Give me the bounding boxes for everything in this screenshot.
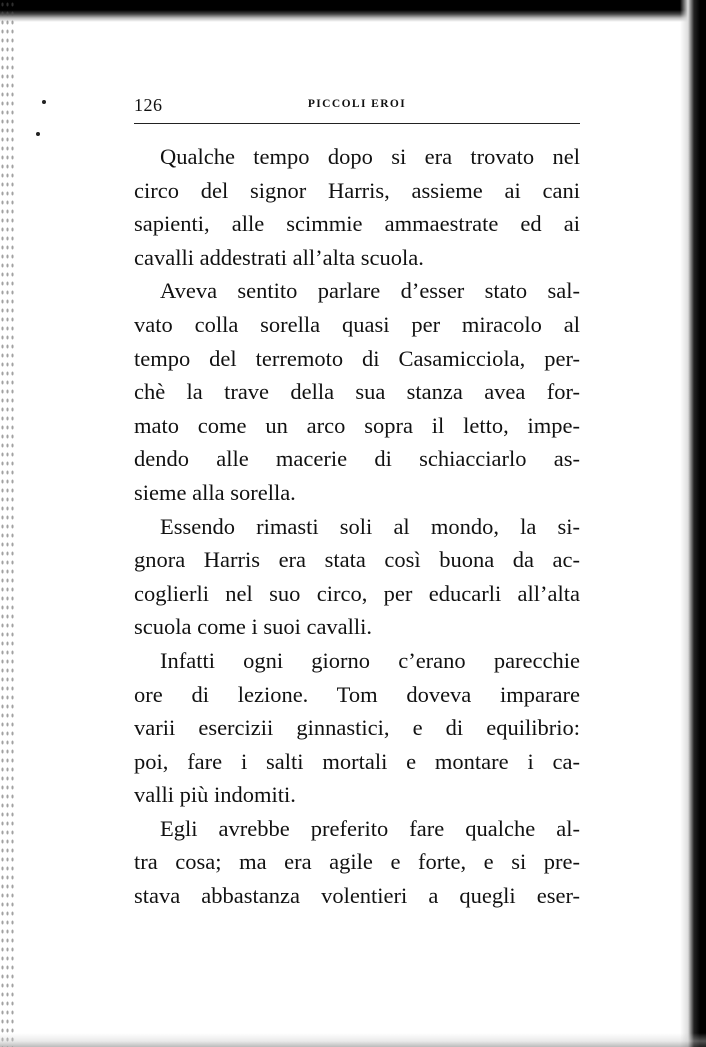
text-line: valli più indomiti. — [134, 782, 296, 808]
page-header — [134, 95, 580, 124]
page-top-shadow — [0, 0, 706, 22]
text-line: poi, fare i salti mortali e montare i ca- — [134, 748, 580, 774]
text-line: dendo alle macerie di schiacciarlo as- — [134, 446, 580, 472]
text-line: Aveva sentito parlare d’esser stato sal- — [160, 278, 580, 304]
page-bottom-shadow — [0, 1033, 706, 1047]
paragraph — [134, 274, 580, 509]
text-line: tra cosa; ma era agile e forte, e si pre- — [134, 849, 580, 875]
text-line: ore di lezione. Tom doveva imparare — [134, 681, 580, 707]
text-line: cavalli addestrati all’alta scuola. — [134, 244, 424, 270]
text-line: scuola come i suoi cavalli. — [134, 614, 373, 640]
text-line: circo del signor Harris, assieme ai cani — [134, 177, 580, 203]
text-line: chè la trave della sua stanza avea for- — [134, 379, 580, 405]
body-text — [134, 140, 580, 913]
paragraph — [134, 510, 580, 644]
text-line: coglierli nel suo circo, per educarli all’alta — [134, 580, 580, 606]
text-line: sapienti, alle scimmie ammaestrate ed ai — [134, 211, 580, 237]
text-line: Infatti ogni giorno c’erano parecchie — [160, 647, 580, 673]
text-line: Qualche tempo dopo si era trovato nel — [160, 144, 580, 169]
text-line: gnora Harris era stata così buona da ac- — [134, 547, 580, 573]
running-title: PICCOLI EROI — [307, 98, 407, 110]
text-line: mato come un arco sopra il letto, impe- — [134, 412, 580, 438]
page-right-shadow — [680, 0, 706, 1047]
paragraph — [134, 644, 580, 812]
text-line: vato colla sorella quasi per miracolo al — [134, 311, 580, 337]
paragraph — [134, 140, 580, 274]
text-line: sieme alla sorella. — [134, 479, 296, 505]
print-speck — [36, 132, 40, 136]
page-number: 126 — [134, 95, 163, 115]
paragraph — [134, 812, 580, 913]
text-line: Egli avrebbe preferito fare qualche al- — [160, 815, 580, 841]
page-left-specks — [0, 0, 14, 1047]
text-line: stava abbastanza volentieri a quegli eser- — [134, 883, 580, 909]
text-line: Essendo rimasti soli al mondo, la si- — [160, 513, 580, 539]
text-line: varii esercizii ginnastici, e di equilibrio: — [134, 715, 580, 741]
text-line: tempo del terremoto di Casamicciola, per- — [134, 345, 580, 371]
print-speck — [42, 100, 46, 104]
